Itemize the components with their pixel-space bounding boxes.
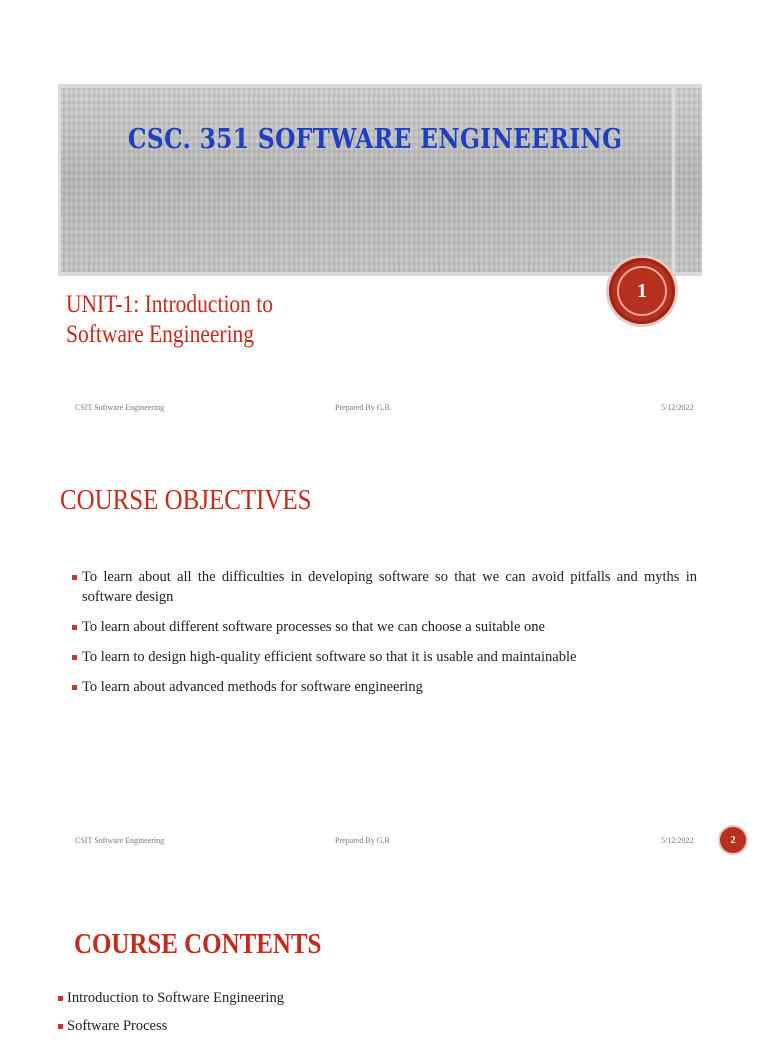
contents-list [58, 988, 658, 1044]
unit-title-line-1: UNIT-1: Introduction to [66, 291, 274, 318]
slide-3 [0, 880, 768, 1034]
unit-title-line-2: Software Engineering [66, 321, 255, 348]
footer-date: 5/12/2022 [661, 403, 694, 412]
footer-author: Prepared By G.R [335, 836, 390, 845]
list-item: Introduction to Software Engineering [58, 988, 658, 1008]
slide-number: 2 [730, 834, 736, 846]
footer-course: CSIT Software Engineering [75, 836, 165, 845]
slide-number: 1 [637, 279, 647, 302]
slide-2 [0, 440, 768, 880]
footer-author: Prepared By G.R [335, 403, 390, 412]
footer-course: CSIT Software Engineering [75, 403, 165, 412]
unit-title [66, 290, 376, 350]
footer-date: 5/12/2022 [661, 836, 694, 845]
slide-number-badge [609, 258, 675, 324]
objectives-list [72, 567, 697, 707]
list-item: To learn to design high-quality efficient software so that it is usable and maintainable [72, 647, 697, 667]
banner-seam [58, 88, 61, 272]
course-title: CSC. 351 SOFTWARE ENGINEERING [128, 124, 623, 155]
list-item: To learn about advanced methods for software engineering [72, 677, 697, 697]
slide-1 [0, 0, 768, 440]
slide-number-badge [720, 827, 746, 853]
title-banner [58, 84, 702, 276]
list-item: To learn about all the difficulties in developing software so that we can avoid pitfalls and myths in software design [72, 567, 697, 607]
slide-heading: COURSE OBJECTIVES [60, 484, 312, 516]
list-item: Software Process [58, 1016, 658, 1036]
list-item: To learn about different software processes so that we can choose a suitable one [72, 617, 697, 637]
slide-heading: COURSE CONTENTS [74, 928, 322, 960]
banner-seam [672, 88, 675, 272]
